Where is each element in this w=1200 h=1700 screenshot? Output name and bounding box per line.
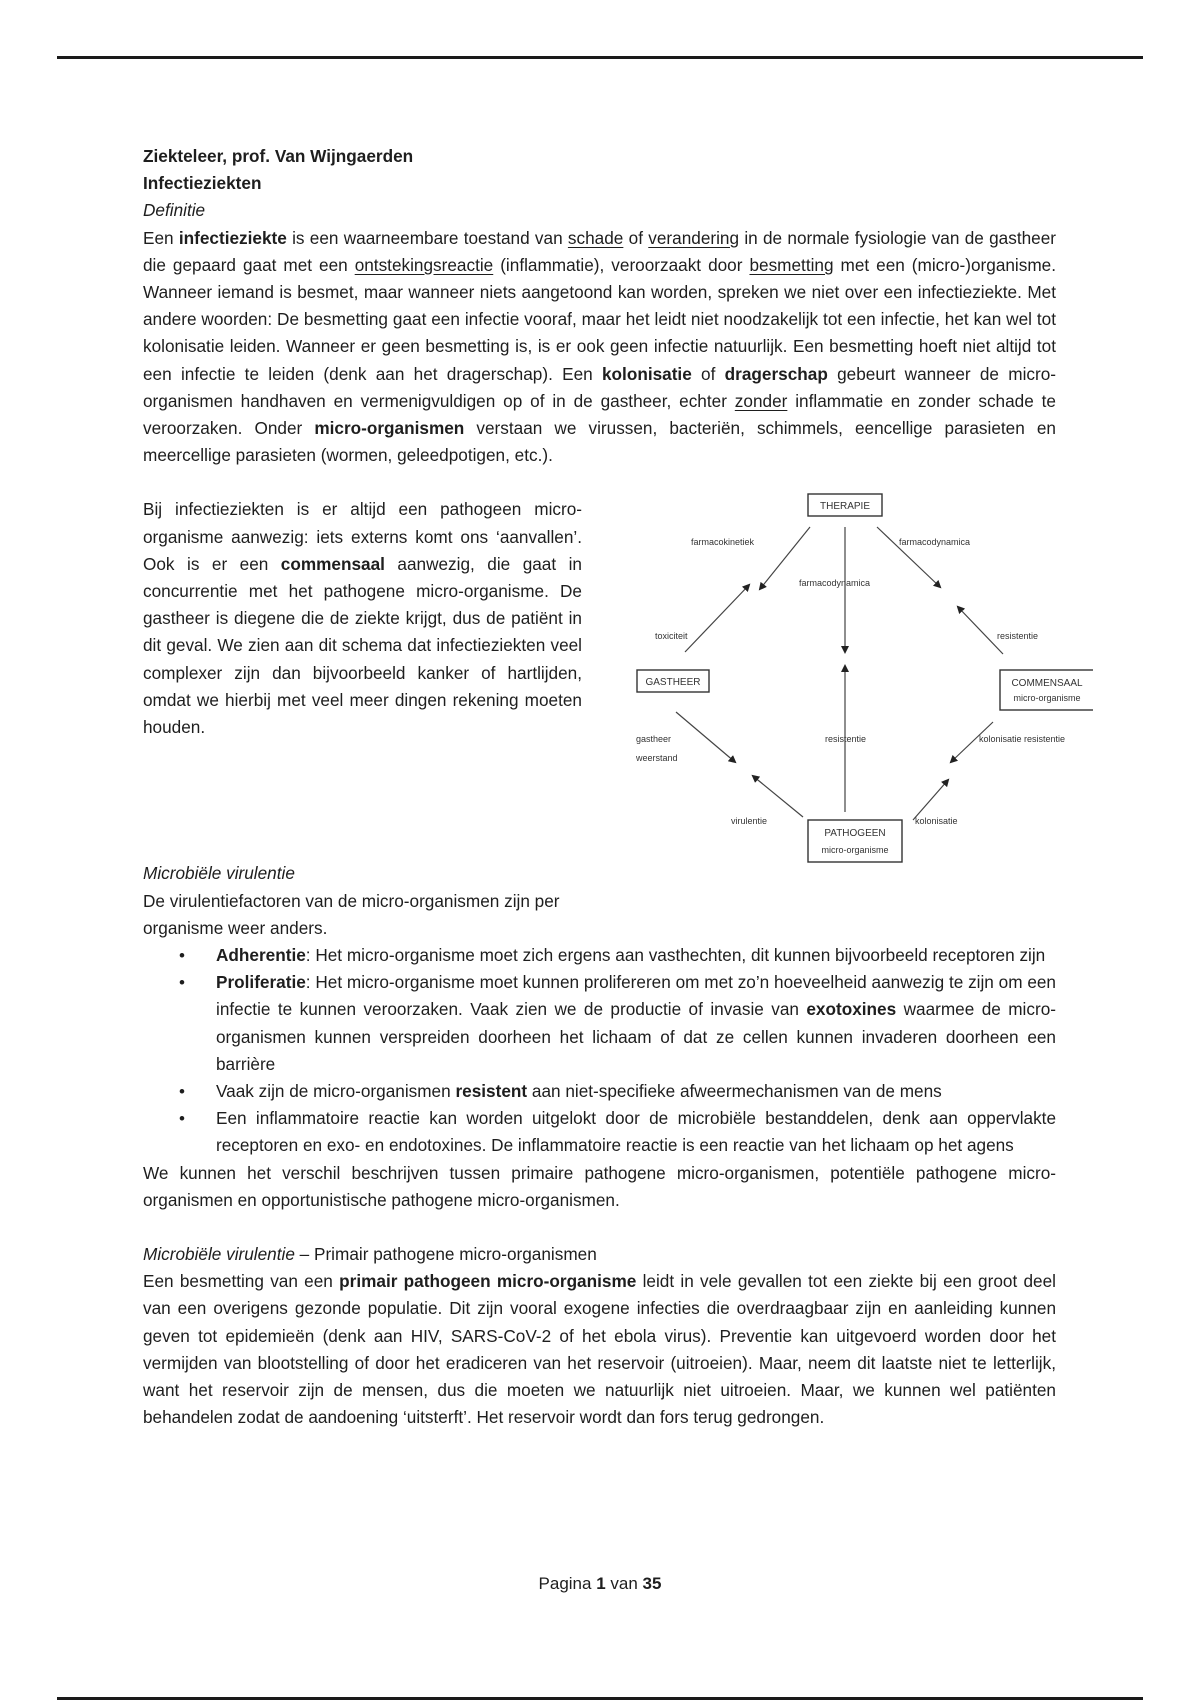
page-footer: Pagina 1 van 35	[538, 1574, 662, 1593]
pathogen-paragraph: Bij infectieziekten is er altijd een pathogeen micro-organisme aanwezig: iets externs komt ons ‘aanvallen’. Ook is er een commensaal aanwezig, die gaat in concurrentie met het pathogene micro-organisme. De gastheer is diegene die de ziekte krijgt, dus de patiënt in dit geval. We zien aan dit schema dat infectieziekten veel complexer zijn dan bijvoorbeeld kanker of hartlijden, omdat we hierbij met veel meer dingen rekening moeten houden.	[143, 499, 582, 738]
svg-text:resistentie: resistentie	[997, 631, 1039, 642]
header-rule	[57, 56, 1143, 59]
pathogen-section	[143, 496, 1083, 856]
primary-pathogen-paragraph: Een besmetting van een primair pathogeen micro-organisme leidt in vele gevallen tot een ziekte bij een groot deel van een overigens gezonde populatie. Dit zijn vooral exogene infecties die overdraagbaar zijn en aanleiding kunnen geven tot epidemieën (denk aan HIV, SARS-CoV-2 of het ebola virus). Preventie kan uitgevoerd worden door het vermijden van blootstelling of door het eradiceren van het reservoir (uitroeien). Maar, neem dit laatste niet te letterlijk, want het reservoir zijn de mensen, dus die moeten we natuurlijk niet uitroeien. Maar, we kunnen wel patiënten behandelen zodat de aandoening ‘uitsterft’. Het reservoir wordt dan fors terug gedrongen.	[143, 1271, 1056, 1428]
svg-text:THERAPIE: THERAPIE	[819, 501, 871, 513]
section-heading-definitie: Definitie	[143, 200, 206, 221]
svg-text:gastheer: gastheer	[636, 734, 672, 745]
svg-text:virulentie: virulentie	[731, 816, 768, 827]
node-gastheer	[637, 670, 709, 692]
virulence-factor-list	[143, 942, 1056, 1160]
svg-text:PATHOGEEN: PATHOGEEN	[824, 828, 886, 840]
chapter-title: Infectieziekten	[143, 173, 262, 194]
course-title: Ziekteleer, prof. Van Wijngaerden	[143, 146, 414, 166]
svg-text:GASTHEER: GASTHEER	[645, 677, 701, 689]
list-item: • Adherentie: Het micro-organisme moet zich ergens aan vasthechten, dit kunnen bijvoorbeeld receptoren zijn	[216, 942, 1056, 969]
svg-text:kolonisatie: kolonisatie	[915, 816, 958, 827]
definition-paragraph: Een infectieziekte is een waarneembare toestand van schade of verandering in de normale fysiologie van de gastheer die gepaard gaat met een ontstekingsreactie (inflammatie), veroorzaakt door besmetting met een (micro-)organisme. Wanneer iemand is besmet, maar wanneer niets aangetoond kan worden, spreken we niet over een infectieziekte. Met andere woorden: De besmetting gaat een infectie vooraf, maar het leidt niet noodzakelijk tot een infectie, het kan wel tot kolonisatie leiden. Wanneer er geen besmetting is, is er ook geen infectie natuurlijk. Een besmetting hoeft niet altijd tot een infectie te leiden (denk aan het dragerschap). Een kolonisatie of dragerschap gebeurt wanneer de micro-organismen handhaven en vermenigvuldigen op of in de gastheer, echter zonder inflammatie en zonder schade te veroorzaken. Onder micro-organismen verstaan we virussen, bacteriën, schimmels, eencellige parasieten en meercellige parasieten (wormen, geleedpotigen, etc.).	[143, 227, 1056, 466]
svg-text:farmacodynamica: farmacodynamica	[799, 578, 871, 589]
svg-text:farmacokinetiek: farmacokinetiek	[691, 537, 755, 548]
svg-text:farmacodynamica: farmacodynamica	[899, 537, 971, 548]
svg-text:COMMENSAAL: COMMENSAAL	[1011, 678, 1083, 690]
node-commensaal	[1000, 670, 1093, 710]
svg-text:weerstand: weerstand	[636, 753, 678, 764]
current-page-number: 1	[596, 1574, 606, 1593]
section-heading-virulentie: Microbiële virulentie	[143, 863, 295, 884]
list-item: • Proliferatie: Het micro-organisme moet kunnen prolifereren om met zo’n hoeveelheid aanwezig te zijn om een infectie te kunnen veroorzaken. Vaak zien we de productie of invasie van exotoxines waarmee de micro-organismen kunnen verspreiden doorheen het lichaam of dat ze cellen kunnen invaderen doorheen een barrière	[216, 969, 1056, 1078]
svg-text:kolonisatie resistentie: kolonisatie resistentie	[979, 734, 1066, 745]
svg-text:toxiciteit: toxiciteit	[655, 631, 688, 642]
virulence-outro: We kunnen het verschil beschrijven tussen primaire pathogene micro-organismen, potentiële pathogene micro-organismen en opportunistische pathogene micro-organismen.	[143, 1162, 1056, 1210]
total-page-count: 35	[642, 1574, 662, 1593]
node-therapie	[808, 494, 882, 516]
svg-text:micro-organisme: micro-organisme	[1013, 693, 1081, 704]
virulence-intro: De virulentiefactoren van de micro-organismen zijn per organisme weer anders.	[143, 890, 560, 938]
list-item: • Vaak zijn de micro-organismen resistent aan niet-specifieke afweermechanismen van de mens	[216, 1078, 1056, 1105]
node-pathogeen	[808, 820, 902, 862]
section-heading-primair: Microbiële virulentie – Primair pathogene micro-organismen	[143, 1244, 597, 1265]
list-item: • Een inflammatoire reactie kan worden uitgelokt door de microbiële bestanddelen, denk aan oppervlakte receptoren en exo- en endotoxines. De inflammatoire reactie is een reactie van het lichaam op het agens	[216, 1105, 1056, 1159]
svg-text:resistentie: resistentie	[825, 734, 867, 745]
infection-triangle-diagram	[603, 482, 1093, 872]
document-page	[143, 143, 1083, 1432]
svg-text:micro-organisme: micro-organisme	[821, 845, 889, 856]
